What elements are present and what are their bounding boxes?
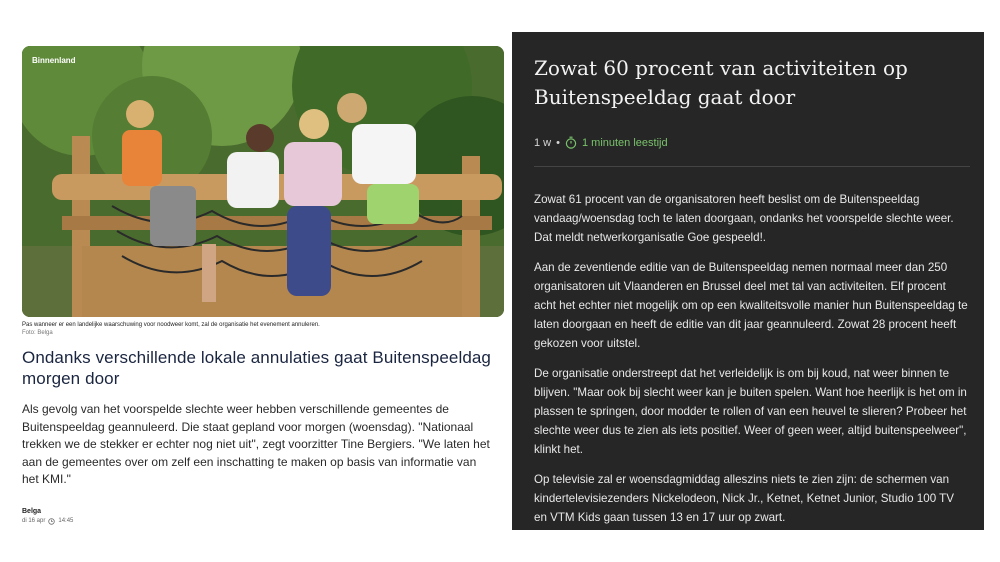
clock-icon xyxy=(48,518,55,525)
article-age: 1 w xyxy=(534,136,552,149)
body-paragraph-1: Zowat 61 procent van de organisatoren heeft beslist om de Buitenspeeldag vandaag/woensdag toch te laten doorgaan, ondanks het voorspelde slechte weer. Dat meldt netwerkorganisatie Goe gespeeld!. xyxy=(534,193,954,244)
article-title: Zowat 60 procent van activiteiten op Buitenspeeldag gaat door xyxy=(534,56,908,109)
timer-icon xyxy=(565,136,577,149)
photo-caption: Pas wanneer er een landelijke waarschuwing voor noodweer komt, zal de organisatie het evenement annuleren. xyxy=(22,322,320,328)
article-body xyxy=(534,190,970,538)
divider xyxy=(534,166,970,167)
category-badge[interactable]: Binnenland xyxy=(32,56,76,65)
meta-separator: • xyxy=(556,136,560,149)
article-lead: Als gevolg van het voorspelde slechte weer hebben verschillende gemeentes de Buitenspeeldag geannuleerd. Die staat gepland voor morgen (woensdag). "Nationaal trekken we de stekker er echter nog niet uit", zegt voorzitter Tine Bergiers. "We laten het aan de gemeentes over om zelf een inschatting te maken op basis van informatie van het KMI." xyxy=(22,402,490,486)
article-photo[interactable] xyxy=(22,46,504,317)
article-date: di 16 apr xyxy=(22,518,46,524)
photo-credit: Foto: Belga xyxy=(22,330,53,336)
article-time: 14:45 xyxy=(58,518,74,524)
body-paragraph-3: De organisatie onderstreept dat het verleidelijk is om bij koud, nat weer binnen te blijven. "Maar ook bij slecht weer kan je buiten spelen. Want hoe heerlijk is het om in plassen te springen, door modder te rollen of van een heuvel te slieren? Probeer het slechte weer dus te zien als iets positief. Weer of geen weer, altijd buitenspeelweer", klinkt het. xyxy=(534,367,967,456)
read-time: 1 minuten leestijd xyxy=(581,136,668,149)
left-article[interactable] xyxy=(22,46,504,525)
right-article xyxy=(512,32,984,530)
article-source: Belga xyxy=(22,507,42,515)
article-meta xyxy=(22,518,504,525)
article-headline[interactable]: Ondanks verschillende lokale annulaties gaat Buitenspeeldag morgen door xyxy=(22,348,491,388)
article-meta-bar xyxy=(534,136,668,149)
playground-photo-illustration xyxy=(22,46,504,317)
body-paragraph-2: Aan de zeventiende editie van de Buitenspeeldag nemen normaal meer dan 250 organisatoren uit Vlaanderen en Brussel deel met tal van activiteiten. Elf procent acht het echter niet mogelijk om op een kwaliteitsvolle manier hun Buitenspeeldag te laten doorgaan en heeft de editie van dit jaar geannuleerd. Zowat 28 procent heeft gekozen voor uitstel. xyxy=(534,261,968,350)
body-paragraph-4: Op televisie zal er woensdagmiddag alleszins niets te zien zijn: de schermen van kindertelevisiezenders Nickelodeon, Nick Jr., Ketnet, Ketnet Junior, Studio 100 TV en VTM Kids gaan tussen 13 en 17 uur op zwart. xyxy=(534,473,954,524)
